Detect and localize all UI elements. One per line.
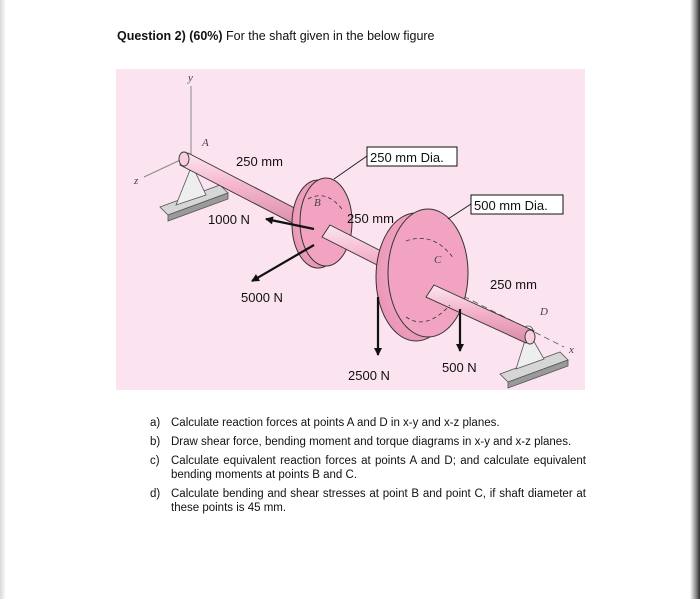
shaft-figure — [116, 69, 585, 390]
page-edge-right — [690, 0, 700, 599]
question-label: Question 2) (60%) — [117, 29, 223, 43]
force-5000-label: 5000 N — [241, 290, 283, 305]
question-letter: b) — [150, 436, 161, 448]
question-title — [117, 29, 435, 43]
question-letter: c) — [150, 455, 160, 467]
dia-b-label: 250 mm Dia. — [370, 150, 444, 165]
disk-b-face — [300, 178, 352, 266]
force-1000-label: 1000 N — [208, 212, 250, 227]
y-axis-label: y — [188, 72, 193, 84]
point-a-label: A — [202, 137, 209, 149]
question-letter: a) — [150, 417, 161, 429]
shaft-end-d — [525, 330, 535, 344]
question-text-d: Calculate bending and shear stresses at point B and point C, if shaft diameter at these points is 45 mm. — [171, 488, 586, 514]
page-edge-left — [0, 0, 6, 599]
question-item-b — [150, 435, 586, 449]
question-text-c: Calculate equivalent reaction forces at points A and D; and calculate equivalent bending moments at points B and C. — [171, 455, 586, 481]
question-text-a: Calculate reaction forces at points A and D in x-y and x-z planes. — [171, 417, 500, 429]
dim-bc-label: 250 mm — [347, 211, 394, 226]
dia-c-label: 500 mm Dia. — [474, 198, 548, 213]
dim-ab-label: 250 mm — [236, 154, 283, 169]
disk-c-face — [388, 209, 468, 337]
question-item-c — [150, 454, 586, 482]
x-axis-label: x — [569, 344, 574, 356]
point-c-label: C — [434, 254, 442, 266]
z-axis-label: z — [134, 175, 139, 187]
point-b-label: B — [314, 197, 321, 209]
dim-cd-label: 250 mm — [490, 277, 537, 292]
question-list — [150, 416, 586, 520]
force-500-label: 500 N — [442, 360, 477, 375]
question-item-a — [150, 416, 586, 430]
shaft-end-a — [179, 152, 189, 166]
point-d-label: D — [540, 306, 548, 318]
question-item-d — [150, 487, 586, 515]
question-letter: d) — [150, 488, 161, 500]
force-2500-label: 2500 N — [348, 368, 390, 383]
shaft-diagram — [116, 69, 585, 390]
question-text: For the shaft given in the below figure — [222, 29, 435, 43]
question-text-b: Draw shear force, bending moment and torque diagrams in x-y and x-z planes. — [171, 436, 572, 448]
